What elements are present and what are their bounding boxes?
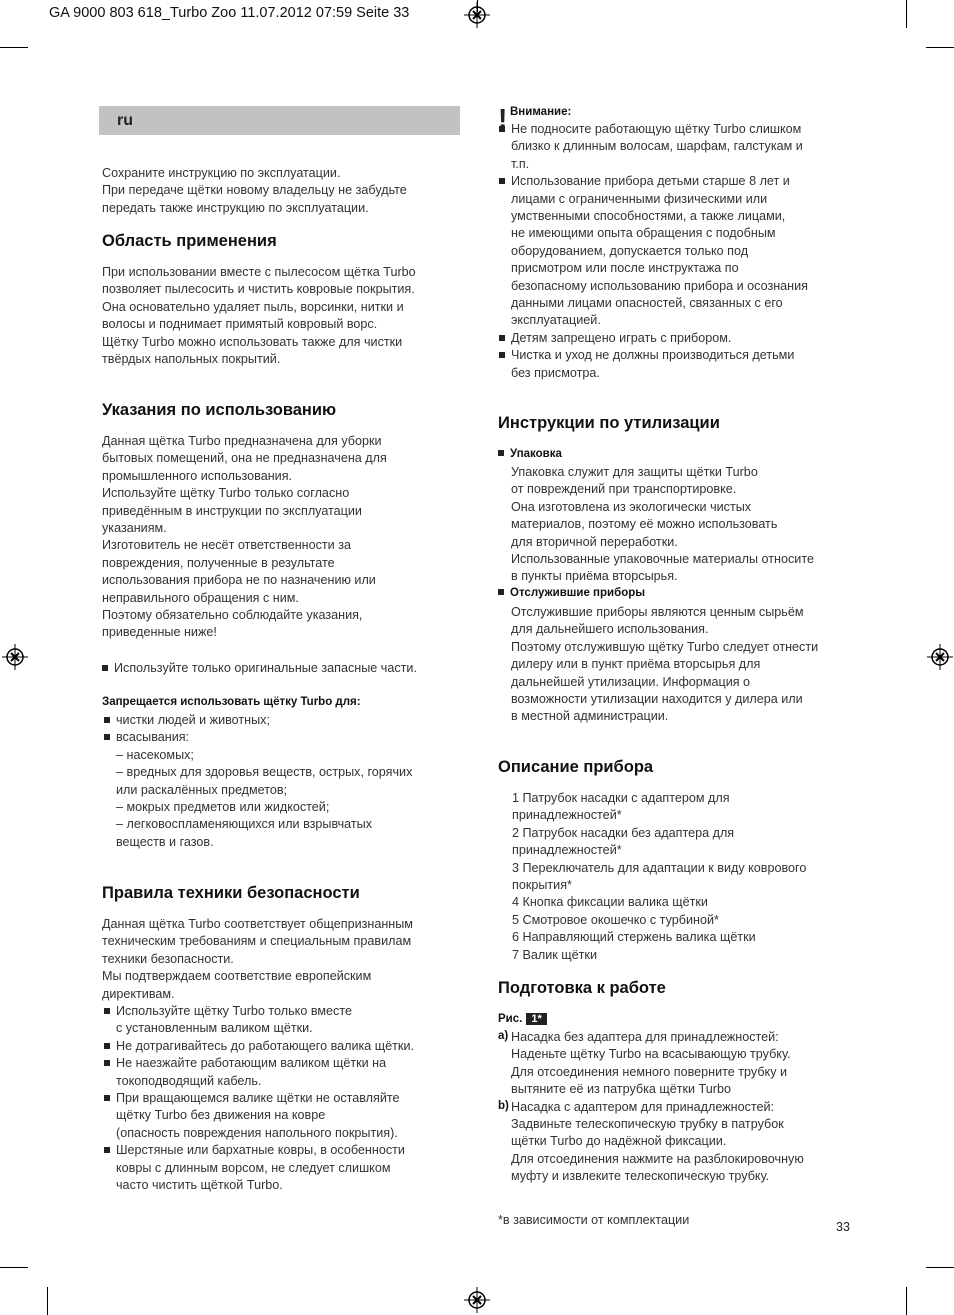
bullet-line: безопасному использованию прибора и осознания: [511, 278, 808, 293]
text-line: вытяните её из патрубка щётки Turbo: [511, 1082, 731, 1097]
text-line: муфту и извлеките телескопическую трубку.: [511, 1169, 770, 1184]
text-line: щётки Turbo до надёжной фиксации.: [511, 1134, 727, 1149]
text-line: Для отсоединения нажмите на разблокировочную: [511, 1151, 804, 1166]
text-line: передать также инструкцию по эксплуатации.: [102, 200, 369, 215]
text-line: техническим требованиям и специальным правилам: [102, 934, 412, 949]
bullet-line: Шерстяные или бархатные ковры, в особенности: [104, 1142, 405, 1159]
bullet-icon: [104, 1095, 110, 1101]
bullet-icon: [104, 1043, 110, 1049]
text-line: в местной администрации.: [511, 709, 669, 724]
text-line: Насадка с адаптером для принадлежностей:: [511, 1099, 775, 1114]
crop-mark: [926, 47, 954, 48]
section-heading: Правила техники безопасности: [102, 884, 360, 902]
text-line: использования прибора не по назначению или: [102, 573, 376, 588]
bullet-icon: [104, 1147, 110, 1153]
text-line: в пункты приёма вторсырья.: [511, 569, 678, 584]
text-line: Поэтому отслужившую щётку Turbo следует отнести: [511, 639, 819, 654]
text-line: – мокрых предметов или жидкостей;: [116, 800, 330, 814]
text-line: бытовых помещений, она не предназначена для: [102, 451, 387, 466]
bullet-icon: [104, 734, 110, 740]
bullet-line: Не наезжайте работающим валиком щётки на: [104, 1055, 386, 1072]
crop-mark: [47, 1287, 48, 1315]
text-line: 4 Кнопка фиксации валика щётки: [512, 895, 708, 910]
section-heading: Подготовка к работе: [498, 979, 666, 997]
registration-mark-icon: [927, 644, 953, 670]
bullet-line: оборудованием, допускается только под: [511, 243, 749, 258]
bullet-line: часто чистить щёткой Turbo.: [116, 1178, 283, 1192]
bullet-icon: [498, 589, 504, 595]
crop-mark: [0, 1267, 28, 1268]
text-line: приведённым в инструкции по эксплуатации: [102, 503, 362, 518]
text-line: Щётку Turbo можно использовать также для чистки: [102, 334, 403, 349]
text-line: от повреждений при транспортировке.: [511, 482, 737, 497]
bullet-line: токоподводящий кабель.: [116, 1073, 262, 1088]
text-line: 7 Валик щётки: [512, 947, 597, 962]
text-line: или раскалённых предметов;: [116, 782, 288, 797]
text-line: 1 Патрубок насадки с адаптером для: [512, 791, 730, 805]
warning-icon: !: [498, 103, 508, 134]
text-line: для дальнейшего использования.: [511, 622, 709, 637]
text-line: неправильного обращения с ним.: [102, 590, 299, 605]
text-line: позволяет пылесосить и чистить ковровые покрытия.: [102, 282, 415, 297]
bullet-line: лицами с ограниченными физическими или: [511, 191, 768, 206]
bullet-line: умственными способностями, а также лицами,: [511, 209, 786, 223]
text-line: Данная щётка Turbo предназначена для уборки: [102, 434, 382, 448]
text-line: техники безопасности.: [102, 951, 234, 966]
bullet-icon: [104, 1060, 110, 1066]
page-number: 33: [836, 1220, 850, 1234]
registration-mark-icon: [464, 2, 490, 28]
item-label: a): [498, 1030, 509, 1042]
bullet-line: Чистка и уход не должны производиться детьми: [499, 347, 794, 364]
text-line: указаниям.: [102, 521, 167, 535]
crop-mark: [906, 0, 907, 28]
text-line: Использованные упаковочные материалы относите: [511, 552, 814, 566]
crop-mark: [926, 1267, 954, 1268]
footnote: *в зависимости от комплектации: [498, 1213, 690, 1227]
text-line: – легковоспламеняющихся или взрывчатых: [116, 817, 373, 832]
figure-number: 1*: [526, 1013, 546, 1025]
text-line: Используйте щётку Turbo только согласно: [102, 486, 350, 501]
text-line: 6 Направляющий стержень валика щётки: [512, 930, 756, 945]
bullet-line: т.п.: [511, 156, 530, 171]
bullet-line: ковры с длинным ворсом, не следует слишком: [116, 1160, 391, 1175]
bullet-line: Использование прибора детьми старше 8 лет и: [499, 173, 790, 190]
bullet-line: без присмотра.: [511, 365, 600, 380]
text-line: Изготовитель не несёт ответственности за: [102, 538, 351, 553]
bullet-line: данными лицами опасностей, связанных с его: [511, 296, 783, 310]
text-line: для вторичной переработки.: [511, 534, 678, 549]
old-devices-heading: Отслужившие приборы: [498, 587, 645, 599]
bullet-line: всасывания:: [104, 729, 189, 746]
bullet-line: При вращающемся валике щётки не оставляйте: [104, 1090, 400, 1107]
text-line: веществ и газов.: [116, 834, 214, 849]
text-line: Задвиньте телескопическую трубку в патрубок: [511, 1117, 784, 1131]
bullet-line: с установленным валиком щётки.: [116, 1021, 313, 1036]
bullet-icon: [102, 665, 108, 671]
text-line: принадлежностей*: [512, 843, 622, 858]
text-line: Упаковка служит для защиты щётки Turbo: [511, 465, 758, 479]
text-line: повреждения, полученные в результате: [102, 555, 335, 570]
section-heading: Описание прибора: [498, 758, 654, 776]
bullet-line: Не подносите работающую щётку Turbo слишком: [499, 121, 801, 138]
bullet-line: чистки людей и животных;: [104, 712, 270, 729]
crop-mark: [906, 1287, 907, 1315]
item-label: b): [498, 1099, 509, 1112]
bullet-icon: [498, 450, 504, 456]
text-line: При передаче щётки новому владельцу не забудьте: [102, 183, 407, 198]
text-line: Насадка без адаптера для принадлежностей:: [511, 1030, 779, 1044]
text-line: приведенные ниже!: [102, 625, 217, 640]
section-heading: Инструкции по утилизации: [498, 414, 720, 432]
text-line: волосы и поднимает примятый ковровый ворс.: [102, 317, 378, 332]
crop-mark: [0, 47, 28, 48]
bullet-line: Используйте щётку Turbo только вместе: [104, 1003, 352, 1020]
text-line: 5 Смотровое окошечко с турбиной*: [512, 912, 719, 927]
text-line: При использовании вместе с пылесосом щётка Turbo: [102, 265, 416, 279]
bullet-line: не имеющими опыта обращения с подобным: [511, 226, 776, 241]
text-line: Она основательно удаляет пыль, ворсинки, нитки и: [102, 299, 404, 314]
bullet-line: щётку Turbo без движения на ковре: [116, 1108, 326, 1123]
bullet-icon: [104, 1008, 110, 1014]
bullet-line: эксплуатацией.: [511, 313, 601, 328]
bullet-line: Используйте только оригинальные запасные части.: [102, 660, 417, 677]
bullet-line: (опасность повреждения напольного покрытия).: [116, 1125, 398, 1140]
text-line: Отслужившие приборы являются ценным сырьём: [511, 605, 804, 619]
bullet-icon: [104, 717, 110, 723]
section-heading: Указания по использованию: [102, 401, 337, 419]
figure-label: Рис. 1*: [498, 1013, 547, 1025]
text-line: дальнейшей утилизации. Информация о: [511, 674, 751, 689]
text-line: – насекомых;: [116, 747, 194, 762]
section-heading: Область применения: [102, 232, 277, 250]
text-line: твёрдых напольных покрытий.: [102, 352, 281, 366]
registration-mark-icon: [464, 1287, 490, 1313]
language-bar: ru: [99, 106, 460, 135]
bullet-icon: [499, 178, 505, 184]
text-line: возможности утилизации находится у дилера или: [511, 692, 803, 706]
text-line: промышленного использования.: [102, 468, 293, 483]
text-line: Для отсоединения немного поверните трубку и: [511, 1064, 788, 1079]
print-header: GA 9000 803 618_Turbo Zoo 11.07.2012 07:59 Seite 33: [49, 5, 410, 21]
text-line: принадлежностей*: [512, 808, 622, 823]
text-line: материалов, поэтому её можно использовать: [511, 517, 778, 532]
forbidden-heading: Запрещается использовать щётку Turbo для:: [102, 696, 361, 708]
bullet-line: Не дотрагивайтесь до работающего валика щётки.: [104, 1038, 414, 1055]
text-line: – вредных для здоровья веществ, острых, горячих: [116, 765, 413, 780]
text-line: Мы подтверждаем соответствие европейским: [102, 969, 372, 984]
text-line: 2 Патрубок насадки без адаптера для: [512, 825, 735, 840]
packaging-heading: Упаковка: [498, 448, 562, 460]
bullet-line: присмотром или после инструктажа по: [511, 261, 739, 276]
text-line: Она изготовлена из экологически чистых: [511, 499, 752, 514]
bullet-icon: [499, 335, 505, 341]
registration-mark-icon: [2, 644, 28, 670]
text-line: директивам.: [102, 986, 175, 1001]
warning-heading: Внимание:: [510, 106, 572, 118]
text-line: 3 Переключатель для адаптации к виду коврового: [512, 860, 807, 875]
text-line: Данная щётка Turbo соответствует общепризнанным: [102, 917, 413, 931]
text-line: Наденьте щётку Turbo на всасывающую трубку.: [511, 1047, 791, 1062]
text-line: Поэтому обязательно соблюдайте указания,: [102, 608, 363, 622]
bullet-line: близко к длинным волосам, шарфам, галстукам и: [511, 139, 803, 154]
text-line: дилеру или в пункт приёма вторсырья для: [511, 657, 761, 672]
text-line: покрытия*: [512, 878, 572, 892]
text-line: Сохраните инструкцию по эксплуатации.: [102, 166, 341, 180]
bullet-line: Детям запрещено играть с прибором.: [499, 330, 731, 347]
bullet-icon: [499, 352, 505, 358]
